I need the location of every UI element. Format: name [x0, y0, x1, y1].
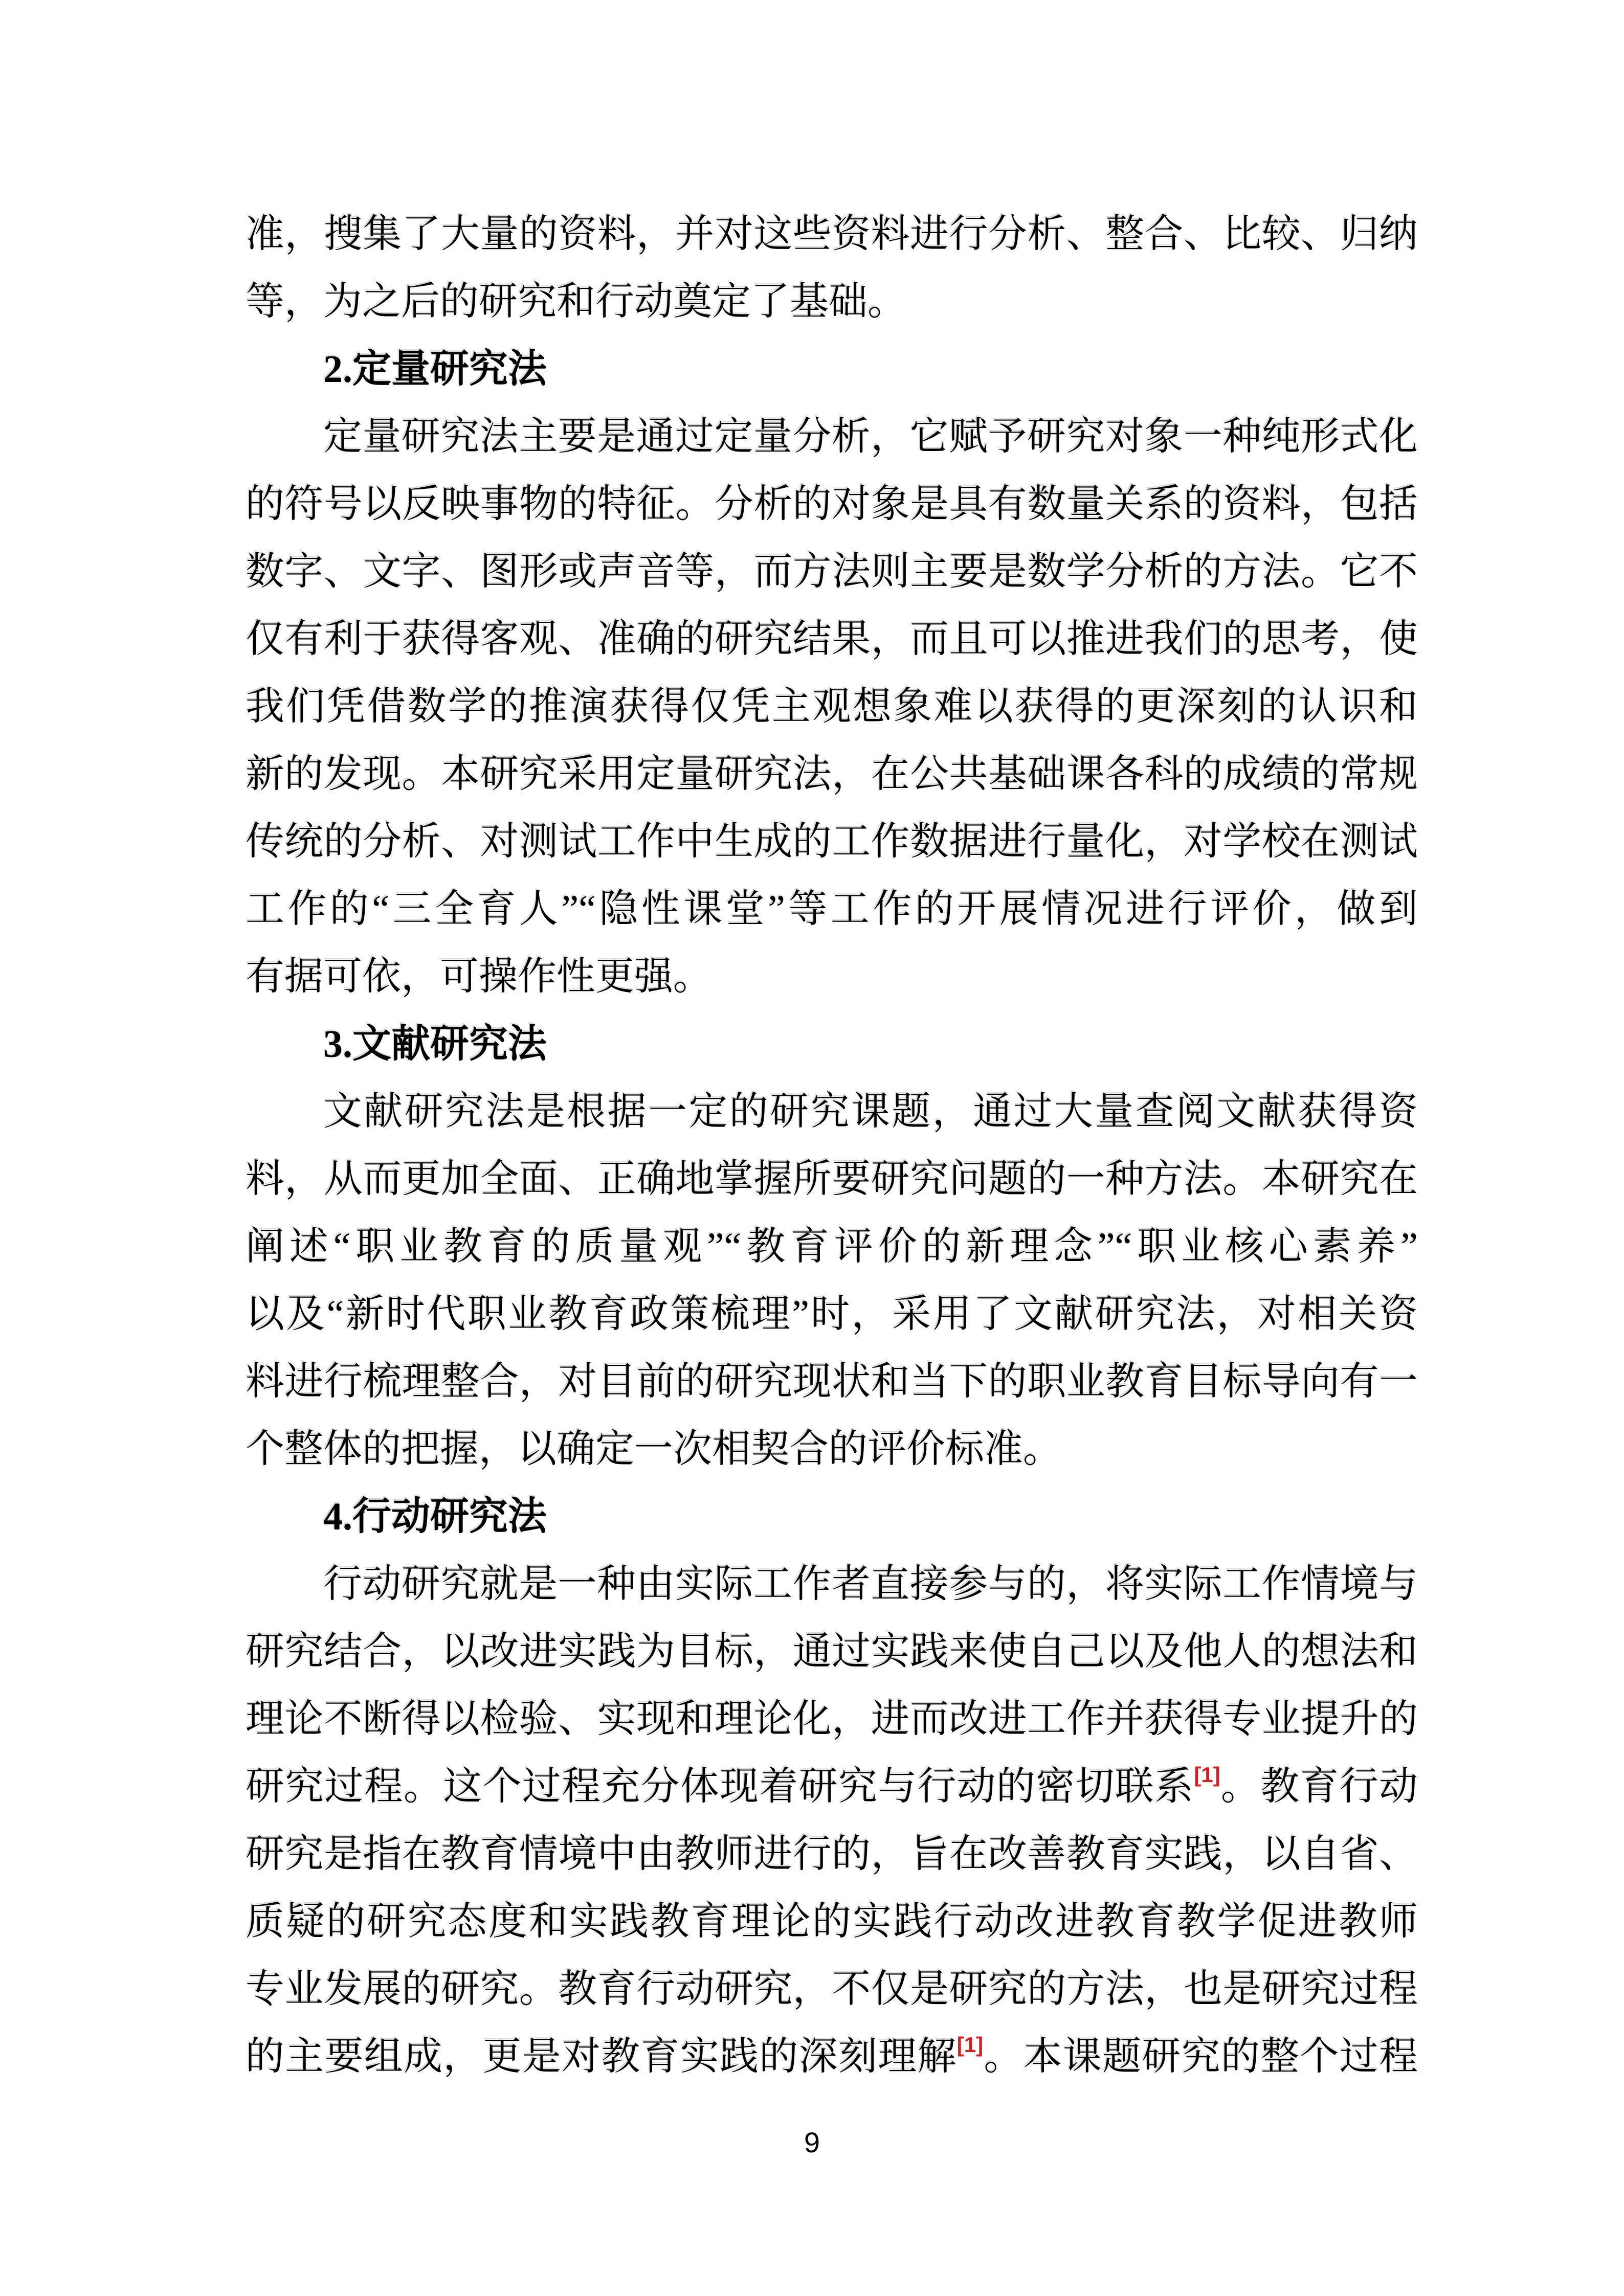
text-line — [246, 268, 1418, 335]
text-segment: 文献研究法是根据一定的研究课题，通过大量查阅文献获得资 — [323, 1090, 1418, 1133]
text-segment: 个整体的把握，以确定一次相契合的评价标准。 — [246, 1428, 1062, 1471]
text-line — [246, 1348, 1418, 1415]
text-segment: 以及“新时代职业教育政策梳理”时，采用了文献研究法，对相关资 — [246, 1293, 1418, 1336]
text-segment: 的主要组成，更是对教育实践的深刻理解 — [246, 2035, 957, 2078]
text-line — [246, 1145, 1418, 1213]
text-line — [246, 1753, 1418, 1820]
text-line — [246, 673, 1418, 740]
section-heading — [246, 1483, 1418, 1550]
text-line — [246, 1685, 1418, 1753]
text-line — [246, 1820, 1418, 1888]
text-segment: 理论不断得以检验、实现和理论化，进而改进工作并获得专业提升的 — [246, 1698, 1418, 1741]
text-line — [246, 808, 1418, 875]
citation-ref: [1] — [956, 2033, 984, 2057]
page-number: 9 — [804, 2126, 820, 2158]
text-line — [246, 1888, 1418, 1955]
text-segment: 。本课题研究的整个过程 — [983, 2035, 1418, 2078]
text-segment: 新的发现。本研究采用定量研究法，在公共基础课各科的成绩的常规 — [246, 753, 1418, 796]
text-segment: 。教育行动 — [1220, 1765, 1418, 1808]
text-line — [246, 740, 1418, 808]
text-segment: 等，为之后的研究和行动奠定了基础。 — [246, 280, 906, 323]
text-segment: 仅有利于获得客观、准确的研究结果，而且可以推进我们的思考，使 — [246, 618, 1418, 661]
text-line — [246, 403, 1418, 470]
text-line — [246, 1213, 1418, 1280]
text-line — [246, 1415, 1418, 1483]
text-segment: 定量研究法主要是通过定量分析，它赋予研究对象一种纯形式化 — [323, 415, 1418, 458]
text-line — [246, 1618, 1418, 1685]
text-line — [246, 200, 1418, 268]
section-heading — [246, 335, 1418, 403]
text-line — [246, 1280, 1418, 1348]
text-line — [246, 470, 1418, 538]
text-line — [246, 1550, 1418, 1618]
text-segment: 4.行动研究法 — [323, 1495, 547, 1538]
text-line — [246, 943, 1418, 1010]
text-line — [246, 605, 1418, 673]
text-segment: 我们凭借数学的推演获得仅凭主观想象难以获得的更深刻的认识和 — [246, 685, 1418, 728]
text-segment: 有据可依，可操作性更强。 — [246, 955, 712, 998]
text-segment: 3.文献研究法 — [323, 1023, 547, 1066]
text-segment: 专业发展的研究。教育行动研究，不仅是研究的方法，也是研究过程 — [246, 1968, 1418, 2011]
text-segment: 准，搜集了大量的资料，并对这些资料进行分析、整合、比较、归纳 — [246, 213, 1418, 256]
text-line — [246, 1955, 1418, 2023]
text-segment: 料进行梳理整合，对目前的研究现状和当下的职业教育目标导向有一 — [246, 1360, 1418, 1403]
text-segment: 传统的分析、对测试工作中生成的工作数据进行量化，对学校在测试 — [246, 820, 1418, 863]
text-segment: 数字、文字、图形或声音等，而方法则主要是数学分析的方法。它不 — [246, 550, 1418, 593]
citation-ref: [1] — [1194, 1763, 1220, 1787]
text-segment: 研究是指在教育情境中由教师进行的，旨在改善教育实践，以自省、 — [246, 1833, 1418, 1876]
text-segment: 阐述“职业教育的质量观”“教育评价的新理念”“职业核心素养” — [246, 1225, 1418, 1268]
text-line — [246, 538, 1418, 605]
document-body — [246, 200, 1418, 2090]
text-segment: 质疑的研究态度和实践教育理论的实践行动改进教育教学促进教师 — [246, 1900, 1418, 1943]
section-heading — [246, 1010, 1418, 1078]
text-segment: 2.定量研究法 — [323, 348, 547, 391]
text-segment: 料，从而更加全面、正确地掌握所要研究问题的一种方法。本研究在 — [246, 1158, 1418, 1201]
text-segment: 工作的“三全育人”“隐性课堂”等工作的开展情况进行评价，做到 — [246, 888, 1418, 931]
text-segment: 行动研究就是一种由实际工作者直接参与的，将实际工作情境与 — [323, 1563, 1418, 1606]
text-line — [246, 1078, 1418, 1145]
text-segment: 的符号以反映事物的特征。分析的对象是具有数量关系的资料，包括 — [246, 483, 1418, 526]
text-line — [246, 2023, 1418, 2090]
text-line — [246, 875, 1418, 943]
text-segment: 研究过程。这个过程充分体现着研究与行动的密切联系 — [246, 1765, 1194, 1808]
text-segment: 研究结合，以改进实践为目标，通过实践来使自己以及他人的想法和 — [246, 1630, 1418, 1673]
